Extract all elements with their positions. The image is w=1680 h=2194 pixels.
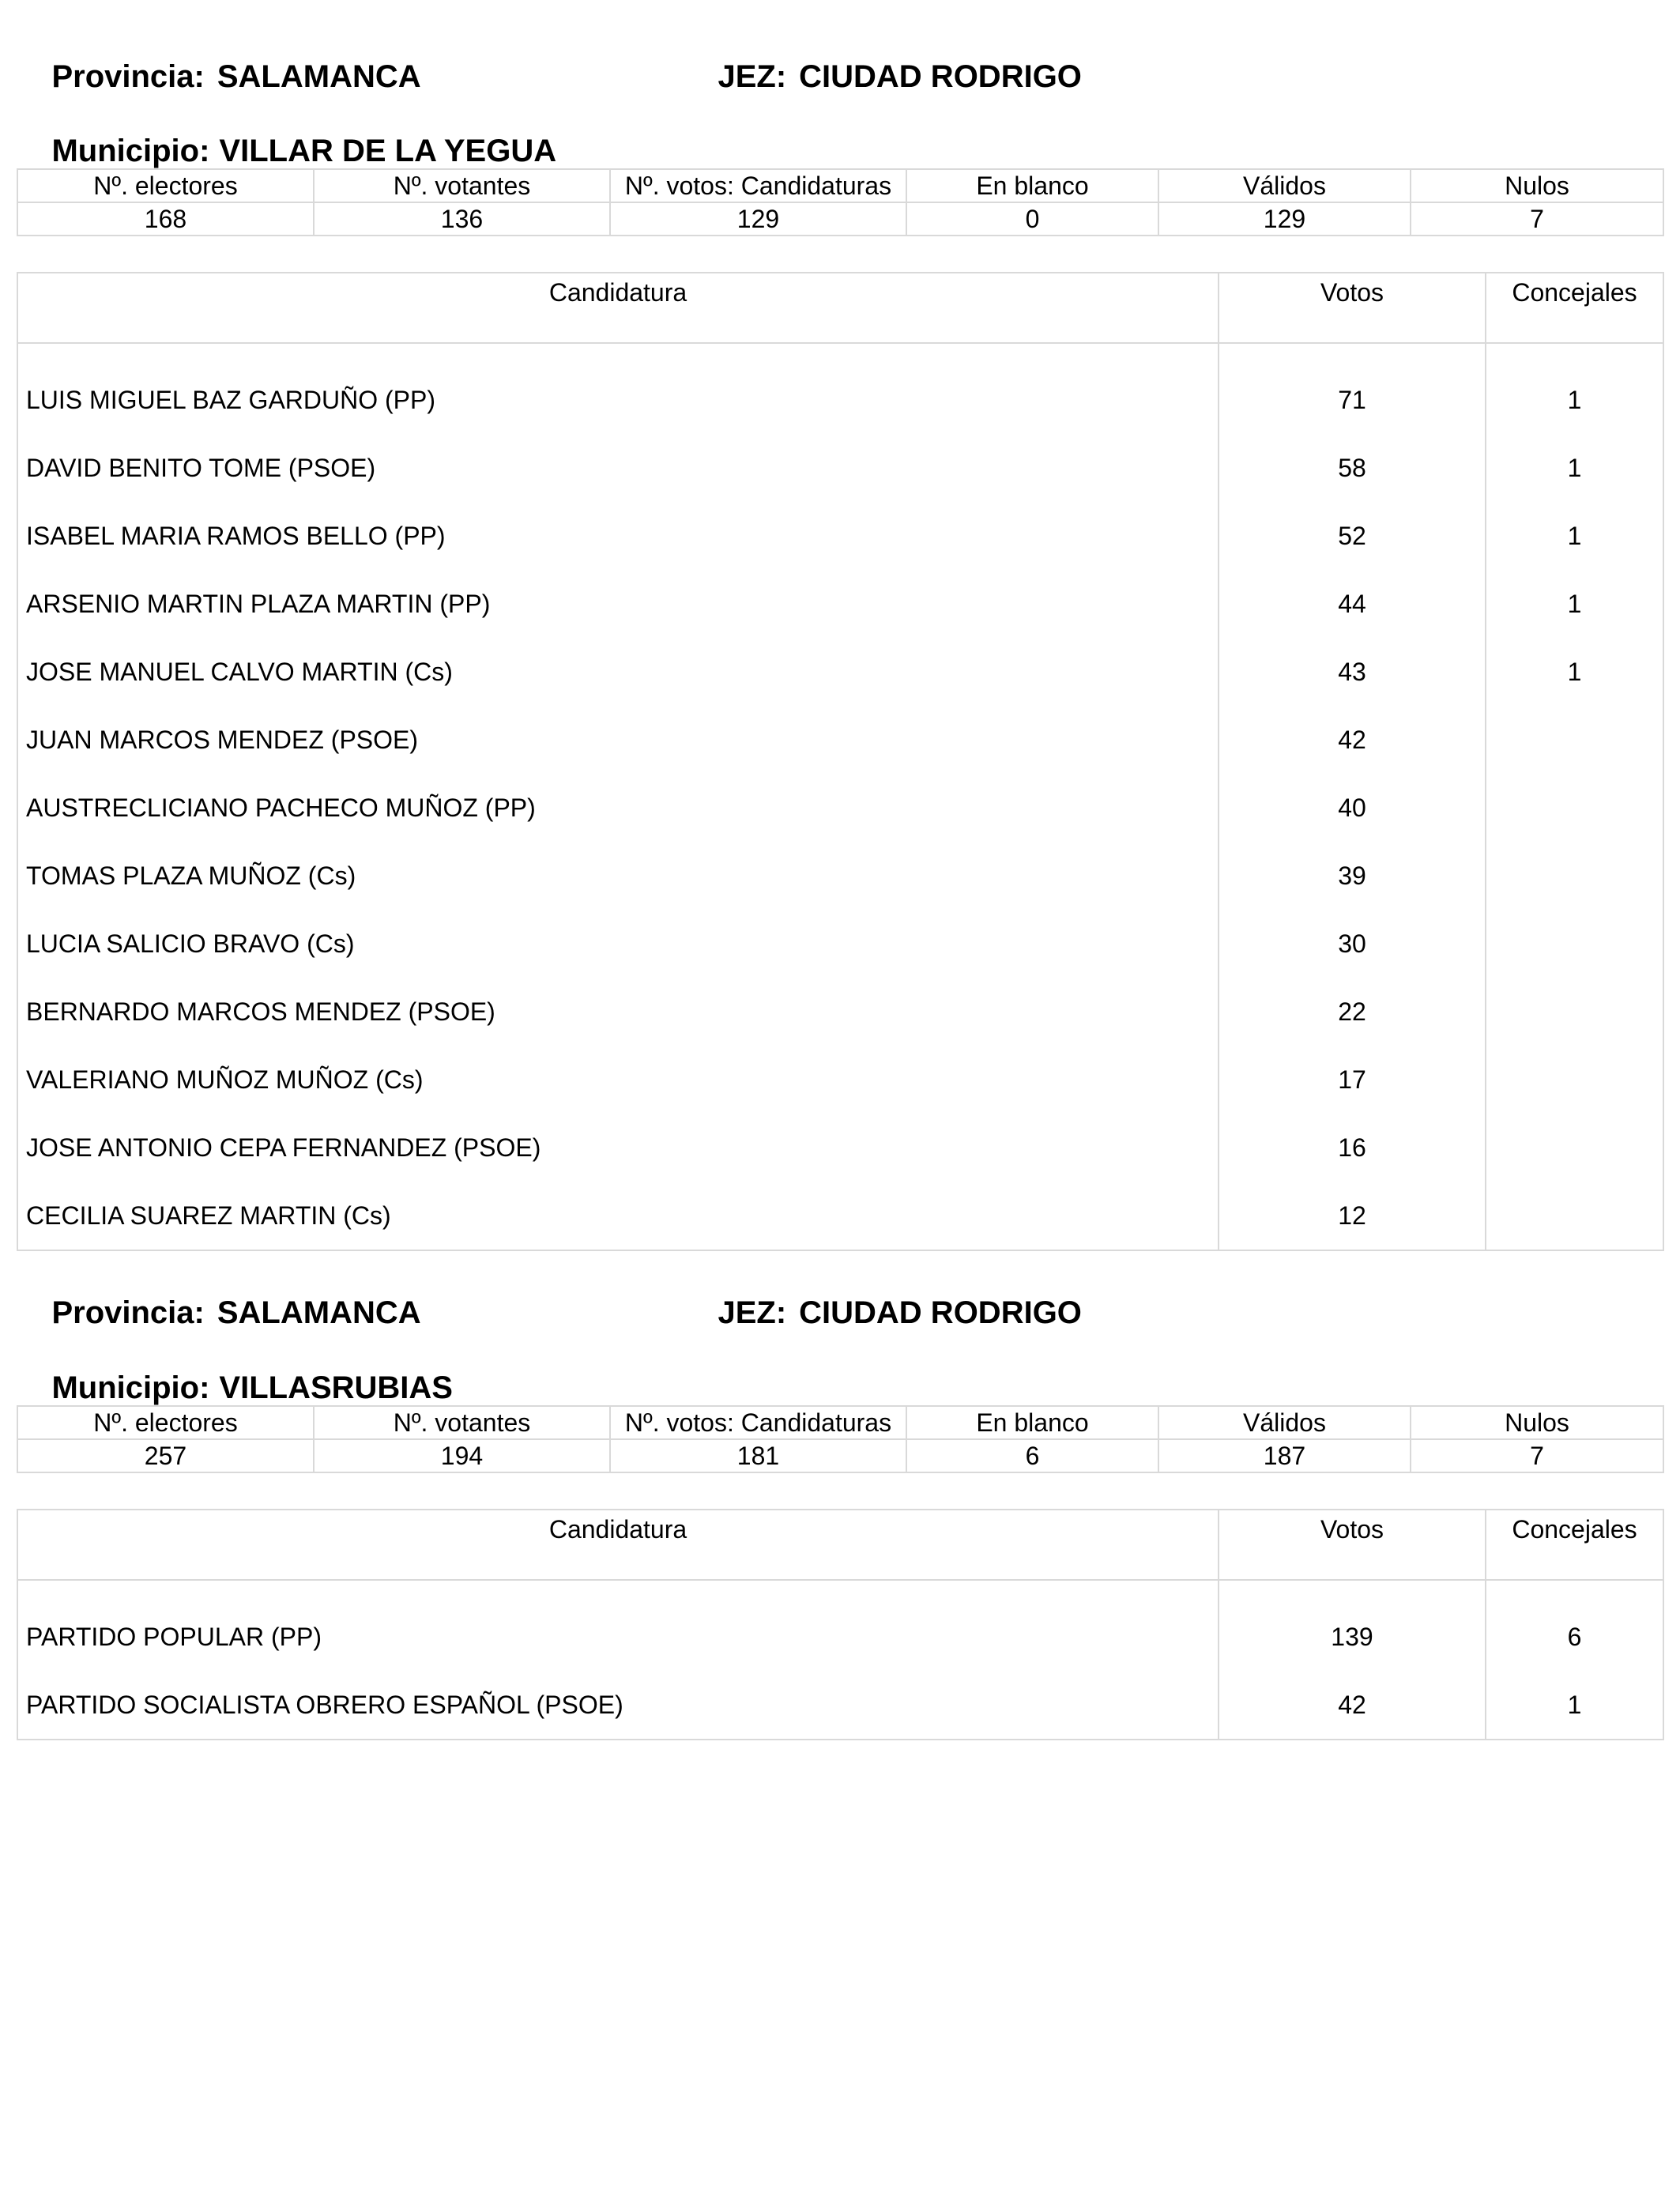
candidate-votes: 43	[1219, 638, 1486, 706]
summary-header-cell: En blanco	[906, 169, 1158, 202]
summary-value-row	[17, 1439, 1663, 1472]
results-table	[17, 1509, 1664, 1740]
candidate-seats	[1486, 1046, 1663, 1114]
candidate-votes: 52	[1219, 502, 1486, 570]
candidate-seats	[1486, 1182, 1663, 1250]
table-row	[17, 366, 1663, 434]
candidate-votes: 44	[1219, 570, 1486, 638]
provincia-label: Provincia:	[51, 1295, 205, 1330]
candidate-seats: 1	[1486, 1671, 1663, 1740]
jez-line	[683, 29, 1082, 124]
summary-value-cell: 129	[610, 202, 906, 236]
table-row	[17, 570, 1663, 638]
table-row	[17, 706, 1663, 774]
municipio-label: Municipio:	[51, 134, 210, 168]
candidate-seats: 1	[1486, 638, 1663, 706]
results-header-row	[17, 273, 1663, 343]
summary-table	[17, 168, 1664, 236]
candidate-seats	[1486, 706, 1663, 774]
summary-header-cell: Nº. electores	[17, 1406, 314, 1439]
summary-header-cell: Válidos	[1158, 169, 1411, 202]
summary-header-cell: Válidos	[1158, 1406, 1411, 1439]
candidate-votes: 39	[1219, 842, 1486, 910]
summary-header-cell: Nº. votos: Candidaturas	[610, 169, 906, 202]
candidate-votes: 71	[1219, 366, 1486, 434]
candidate-votes: 12	[1219, 1182, 1486, 1250]
candidate-seats	[1486, 978, 1663, 1046]
summary-value-cell: 257	[17, 1439, 314, 1472]
summary-value-cell: 181	[610, 1439, 906, 1472]
candidate-name: ISABEL MARIA RAMOS BELLO (PP)	[17, 502, 1219, 570]
summary-value-cell: 187	[1158, 1439, 1411, 1472]
summary-value-cell: 136	[314, 202, 610, 236]
candidate-name: JUAN MARCOS MENDEZ (PSOE)	[17, 706, 1219, 774]
table-row	[17, 1046, 1663, 1114]
candidate-seats	[1486, 1114, 1663, 1182]
summary-value-cell: 7	[1411, 1439, 1663, 1472]
candidate-name: JOSE ANTONIO CEPA FERNANDEZ (PSOE)	[17, 1114, 1219, 1182]
table-row	[17, 1671, 1663, 1740]
summary-value-cell: 6	[906, 1439, 1158, 1472]
candidate-votes: 42	[1219, 706, 1486, 774]
table-row	[17, 842, 1663, 910]
table-row	[17, 434, 1663, 502]
results-header-row	[17, 1510, 1663, 1580]
concejales-header: Concejales	[1486, 273, 1663, 343]
summary-value-row	[17, 202, 1663, 236]
candidate-seats: 1	[1486, 366, 1663, 434]
candidate-seats	[1486, 774, 1663, 842]
summary-header-cell: Nulos	[1411, 1406, 1663, 1439]
candidate-votes: 58	[1219, 434, 1486, 502]
provincia-value: SALAMANCA	[217, 59, 421, 94]
concejales-header: Concejales	[1486, 1510, 1663, 1580]
spacer-row	[17, 1580, 1663, 1603]
candidate-votes: 40	[1219, 774, 1486, 842]
jez-value: CIUDAD RODRIGO	[799, 1295, 1082, 1330]
summary-value-cell: 168	[17, 202, 314, 236]
candidate-seats: 6	[1486, 1603, 1663, 1671]
summary-header-cell: Nº. votantes	[314, 1406, 610, 1439]
candidate-name: BERNARDO MARCOS MENDEZ (PSOE)	[17, 978, 1219, 1046]
table-row	[17, 774, 1663, 842]
candidate-seats	[1486, 842, 1663, 910]
candidate-votes: 22	[1219, 978, 1486, 1046]
table-row	[17, 910, 1663, 978]
summary-header-cell: Nº. votos: Candidaturas	[610, 1406, 906, 1439]
candidate-name: PARTIDO SOCIALISTA OBRERO ESPAÑOL (PSOE)	[17, 1671, 1219, 1740]
candidate-seats: 1	[1486, 434, 1663, 502]
candidate-name: PARTIDO POPULAR (PP)	[17, 1603, 1219, 1671]
candidate-name: TOMAS PLAZA MUÑOZ (Cs)	[17, 842, 1219, 910]
provincia-label: Provincia:	[51, 59, 205, 94]
candidate-votes: 42	[1219, 1671, 1486, 1740]
jez-line	[683, 1265, 1082, 1360]
candidate-name: ARSENIO MARTIN PLAZA MARTIN (PP)	[17, 570, 1219, 638]
results-table	[17, 272, 1664, 1251]
candidate-name: LUIS MIGUEL BAZ GARDUÑO (PP)	[17, 366, 1219, 434]
candidate-name: CECILIA SUAREZ MARTIN (Cs)	[17, 1182, 1219, 1250]
table-row	[17, 978, 1663, 1046]
summary-table	[17, 1405, 1664, 1473]
candidate-name: JOSE MANUEL CALVO MARTIN (Cs)	[17, 638, 1219, 706]
summary-header-row	[17, 1406, 1663, 1439]
table-row	[17, 1114, 1663, 1182]
candidate-name: AUSTRECLICIANO PACHECO MUÑOZ (PP)	[17, 774, 1219, 842]
candidate-votes: 16	[1219, 1114, 1486, 1182]
table-row	[17, 1603, 1663, 1671]
summary-value-cell: 0	[906, 202, 1158, 236]
candidate-seats: 1	[1486, 502, 1663, 570]
municipio-value: VILLASRUBIAS	[219, 1370, 453, 1405]
candidate-votes: 30	[1219, 910, 1486, 978]
summary-header-row	[17, 169, 1663, 202]
candidate-name: LUCIA SALICIO BRAVO (Cs)	[17, 910, 1219, 978]
summary-header-cell: Nulos	[1411, 169, 1663, 202]
table-row	[17, 1182, 1663, 1250]
candidate-votes: 17	[1219, 1046, 1486, 1114]
summary-value-cell: 194	[314, 1439, 610, 1472]
jez-label: JEZ:	[718, 1295, 787, 1330]
jez-value: CIUDAD RODRIGO	[799, 59, 1082, 94]
candidate-name: VALERIANO MUÑOZ MUÑOZ (Cs)	[17, 1046, 1219, 1114]
candidatura-header: Candidatura	[17, 1510, 1219, 1580]
votos-header: Votos	[1219, 1510, 1486, 1580]
table-row	[17, 638, 1663, 706]
summary-header-cell: En blanco	[906, 1406, 1158, 1439]
candidate-seats: 1	[1486, 570, 1663, 638]
summary-header-cell: Nº. electores	[17, 169, 314, 202]
municipio-value: VILLAR DE LA YEGUA	[219, 134, 557, 168]
spacer-row	[17, 343, 1663, 366]
summary-header-cell: Nº. votantes	[314, 169, 610, 202]
candidate-seats	[1486, 910, 1663, 978]
municipio-label: Municipio:	[51, 1370, 210, 1405]
candidate-votes: 139	[1219, 1603, 1486, 1671]
table-row	[17, 502, 1663, 570]
candidatura-header: Candidatura	[17, 273, 1219, 343]
votos-header: Votos	[1219, 273, 1486, 343]
provincia-value: SALAMANCA	[217, 1295, 421, 1330]
summary-value-cell: 7	[1411, 202, 1663, 236]
summary-value-cell: 129	[1158, 202, 1411, 236]
candidate-name: DAVID BENITO TOME (PSOE)	[17, 434, 1219, 502]
jez-label: JEZ:	[718, 59, 787, 94]
